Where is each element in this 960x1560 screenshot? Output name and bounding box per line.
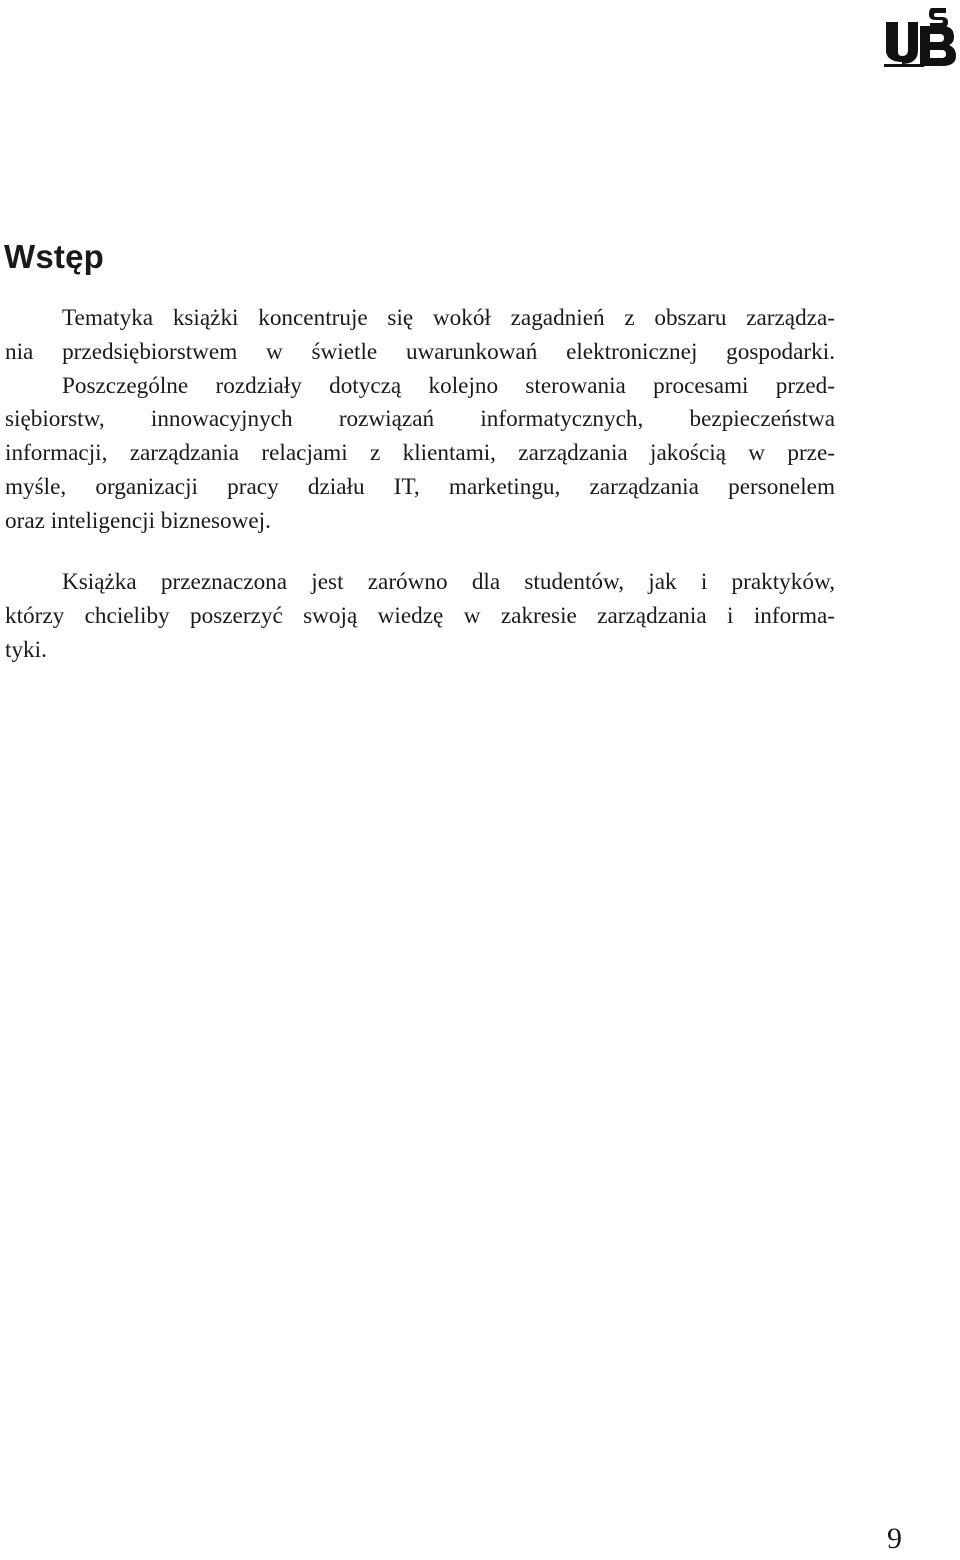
audience-paragraph	[5, 566, 835, 667]
paragraph-line: oraz inteligencji biznesowej.	[5, 507, 271, 534]
page-number: 9	[887, 1522, 902, 1555]
paragraph-line: informacji, zarządzania relacjami z klientami, zarządzania jakością w prze-	[5, 440, 835, 467]
paragraph-line: tyki.	[5, 636, 47, 663]
paragraph-line: Tematyka książki koncentruje się wokół zagadnień z obszaru zarządza-	[62, 305, 835, 331]
paragraph-line: siębiorstw, innowacyjnych rozwiązań informatycznych, bezpieczeństwa	[5, 406, 835, 433]
paragraph-line: Książka przeznaczona jest zarówno dla studentów, jak i praktyków,	[62, 569, 835, 595]
intro-paragraph	[5, 302, 835, 539]
paragraph-line: myśle, organizacji pracy działu IT, marketingu, zarządzania personelem	[5, 473, 835, 500]
paragraph-line: nia przedsiębiorstwem w świetle uwarunkowań elektronicznej gospodarki.	[5, 338, 835, 365]
paragraph-line: Poszczególne rozdziały dotyczą kolejno sterowania procesami przed-	[62, 372, 835, 399]
usb-logo-icon	[880, 6, 960, 68]
paragraph-line: którzy chcieliby poszerzyć swoją wiedzę w zakresie zarządzania i informa-	[5, 602, 835, 629]
chapter-heading: Wstęp	[4, 238, 104, 275]
publisher-logo	[880, 6, 960, 68]
